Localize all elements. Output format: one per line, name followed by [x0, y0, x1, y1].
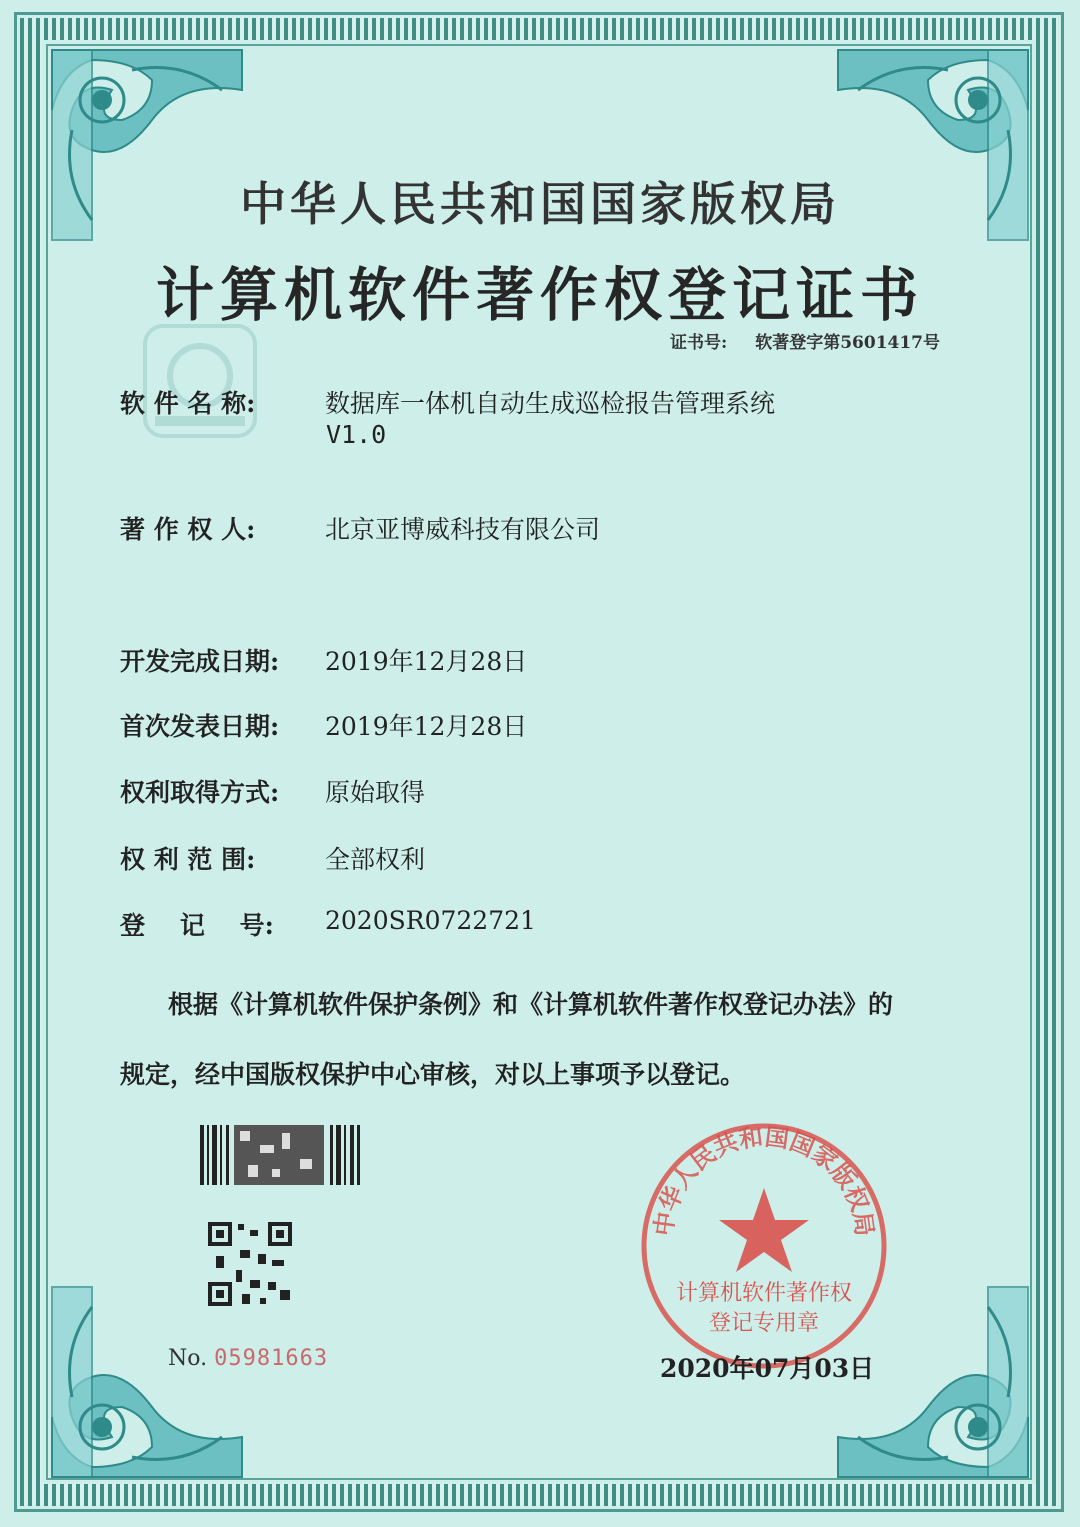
statement-line-2: 规定，经中国版权保护中心审核，对以上事项予以登记。: [120, 1060, 746, 1089]
field-value: 2019年12月28日: [325, 712, 528, 741]
official-seal: [638, 1120, 890, 1372]
certificate-title: 计算机软件著作权登记证书: [155, 261, 924, 329]
watermark-emblem: [135, 316, 265, 446]
field-first-publish-date: [120, 707, 527, 743]
certificate-number-value: 软著登字第5601417号: [755, 333, 941, 353]
barcode-image: [200, 1125, 360, 1185]
field-value: 2020SR0722721: [325, 906, 536, 935]
field-label: 软 件 名 称:: [120, 389, 256, 418]
field-rights-scope: [120, 840, 425, 876]
statement-line-1: 根据《计算机软件保护条例》和《计算机软件著作权登记办法》的: [168, 990, 894, 1019]
qr-code-image: [206, 1220, 294, 1308]
issuing-authority: 中华人民共和国国家版权局: [240, 177, 840, 231]
field-copyright-owner: [120, 510, 600, 546]
field-acquisition-method: [120, 773, 425, 809]
field-value: 北京亚博威科技有限公司: [325, 515, 601, 544]
seal-star-icon: [719, 1188, 809, 1272]
field-label: 权 利 范 围:: [120, 845, 256, 874]
field-value: 全部权利: [325, 845, 426, 874]
seal-line-1: 计算机软件著作权: [675, 1280, 853, 1305]
field-value: 2019年12月28日: [325, 647, 528, 676]
certificate-number-label: 证书号:: [670, 333, 728, 353]
field-label: 首次发表日期:: [120, 712, 280, 741]
serial-number: [168, 1346, 328, 1371]
serial-prefix: No.: [168, 1346, 208, 1371]
software-version: V1.0: [326, 420, 387, 449]
serial-value: 05981663: [214, 1346, 329, 1371]
field-label: 权利取得方式:: [120, 778, 280, 807]
field-value: 数据库一体机自动生成巡检报告管理系统: [325, 389, 776, 418]
field-label: 开发完成日期:: [120, 647, 280, 676]
field-value: 原始取得: [325, 778, 426, 807]
field-label: 登 记 号:: [120, 911, 274, 940]
seal-ring-text: 中华人民共和国国家版权局: [651, 1124, 877, 1238]
certificate-number: [670, 328, 940, 353]
field-software-name: [120, 384, 775, 420]
seal-line-2: 登记专用章: [708, 1310, 820, 1335]
field-label: 著 作 权 人:: [120, 515, 256, 544]
field-dev-complete-date: [120, 642, 527, 678]
field-registration-number: [120, 906, 536, 942]
issue-date: 2020年07月03日: [660, 1354, 875, 1383]
